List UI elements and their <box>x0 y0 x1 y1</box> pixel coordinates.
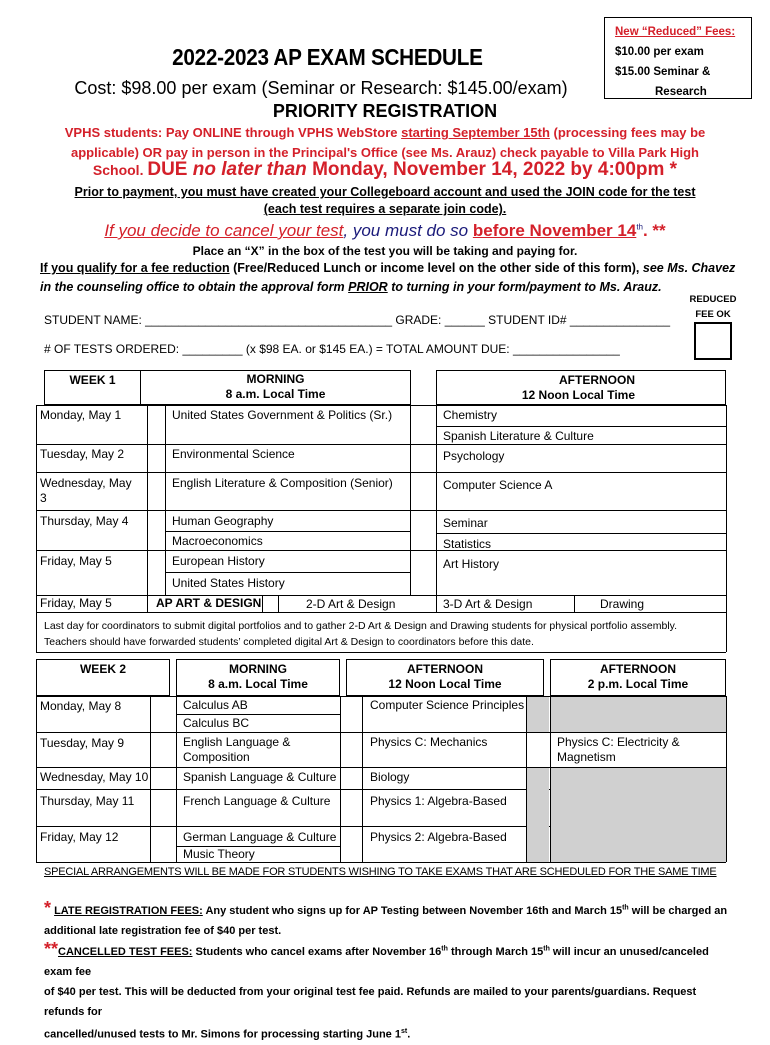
exam-human-geo[interactable]: Human Geography <box>172 514 274 528</box>
exam-macro[interactable]: Macroeconomics <box>172 534 263 548</box>
day-thu-may4: Thursday, May 4 <box>40 514 129 528</box>
exam-spanish-lang[interactable]: Spanish Language & Culture <box>183 770 337 784</box>
exam-us-history[interactable]: United States History <box>172 576 285 590</box>
exam-csp[interactable]: Computer Science Principles <box>370 698 525 712</box>
exam-biology[interactable]: Biology <box>370 770 410 784</box>
exam-statistics[interactable]: Statistics <box>443 537 492 551</box>
week2-morning-header: MORNING 8 a.m. Local Time <box>176 659 340 696</box>
reduced-fee-exam: $10.00 per exam <box>615 46 704 58</box>
exam-drawing[interactable]: Drawing <box>600 597 645 611</box>
reduced-fee-seminar: $15.00 Seminar & <box>615 66 711 78</box>
exam-cs-a[interactable]: Computer Science A <box>443 478 553 492</box>
day-tue-may9: Tuesday, May 9 <box>40 736 125 750</box>
exam-calc-ab[interactable]: Calculus AB <box>183 698 248 712</box>
art-note: Last day for coordinators to submit digital portfolios and to gather 2-D Art & Design and Drawing students for physical portfolio assembly. Teachers should have forwarded students’ completed digital Art & Design to coordinators before this date. <box>44 620 678 648</box>
reduced-fees-title: New “Reduced” Fees: <box>615 26 736 38</box>
fee-reduction-note: If you qualify for a fee reduction (Free/Reduced Lunch or income level on the other side of this form), see Ms. Chavez in the counseling office to obtain the approval form PRIOR to turning in your form/payment to Ms. Arauz. <box>40 261 736 294</box>
day-wed-may3: Wednesday, May 3 <box>40 476 132 505</box>
day-fri-may5-art: Friday, May 5 <box>40 596 112 610</box>
reduced-fee-ok-label: REDUCED FEE OK <box>689 294 737 320</box>
payment-deadline: School. DUE no later than Monday, November 14, 2022 by 4:00pm * <box>92 159 678 180</box>
cost-line: Cost: $98.00 per exam (Seminar or Research: $145.00/exam) <box>74 78 568 98</box>
exam-eng-lang[interactable]: English Language & Composition <box>183 735 291 764</box>
day-thu-may11: Thursday, May 11 <box>40 794 135 808</box>
exam-music-theory[interactable]: Music Theory <box>183 847 255 861</box>
exam-2d-art[interactable]: 2-D Art & Design <box>306 597 396 611</box>
exam-us-gov[interactable]: United States Government & Politics (Sr.) <box>172 408 393 422</box>
day-tue-may2: Tuesday, May 2 <box>40 447 125 461</box>
exam-chemistry[interactable]: Chemistry <box>443 408 498 422</box>
day-mon-may1: Monday, May 1 <box>40 408 122 422</box>
day-fri-may5: Friday, May 5 <box>40 554 112 568</box>
exam-phys-c-em[interactable]: Physics C: Electricity & Magnetism <box>557 735 680 764</box>
special-arrangements: SPECIAL ARRANGEMENTS WILL BE MADE FOR STUDENTS WISHING TO TAKE EXAMS THAT ARE SCHEDULED FOR THE SAME TIME <box>44 866 717 878</box>
exam-psychology[interactable]: Psychology <box>443 449 505 463</box>
exam-physics-1[interactable]: Physics 1: Algebra-Based <box>370 794 507 808</box>
exam-german[interactable]: German Language & Culture <box>183 830 337 844</box>
priority-heading: PRIORITY REGISTRATION <box>272 101 498 121</box>
place-x-instruction: Place an “X” in the box of the test you will be taking and paying for. <box>192 244 578 258</box>
week1-morning-header: MORNING 8 a.m. Local Time <box>140 370 411 405</box>
day-fri-may12: Friday, May 12 <box>40 830 119 844</box>
exam-calc-bc[interactable]: Calculus BC <box>183 716 250 730</box>
cancelled-fees-note: **CANCELLED TEST FEES: Students who cancel exams after November 16th through March 15th will incur an unused/canceled exam fee of $40 per test. This will be deducted from your original test fee paid. Refunds are mailed to your parents/guardians. Request refunds for cancelled/unused tests to Mr. Simons for processing starting June 1st. <box>44 939 709 1041</box>
exam-seminar[interactable]: Seminar <box>443 516 488 530</box>
week2-label: WEEK 2 <box>36 659 170 696</box>
payment-line-1: VPHS students: Pay ONLINE through VPHS WebStore starting September 15th (processing fees may be <box>64 125 706 140</box>
student-info-line[interactable]: STUDENT NAME: _____________________________________ GRADE: ______ STUDENT ID# _______________ <box>44 313 671 327</box>
day-wed-may10: Wednesday, May 10 <box>40 770 149 784</box>
exam-eng-lit[interactable]: English Literature & Composition (Senior) <box>172 476 393 490</box>
exam-env-sci[interactable]: Environmental Science <box>172 447 295 461</box>
page-title: 2022-2023 AP EXAM SCHEDULE <box>172 44 483 70</box>
week2-afternoon-header: AFTERNOON 12 Noon Local Time <box>346 659 544 696</box>
week1-afternoon-header: AFTERNOON 12 Noon Local Time <box>436 370 726 405</box>
late-registration-note: * LATE REGISTRATION FEES: Any student who signs up for AP Testing between November 16th and March 15th will be charged an additional late registration fee of $40 per test. <box>44 898 728 937</box>
week1-label: WEEK 1 <box>44 370 141 405</box>
exam-french[interactable]: French Language & Culture <box>183 794 331 808</box>
reduced-fee-research: Research <box>655 86 707 98</box>
week2-afternoon2-header: AFTERNOON 2 p.m. Local Time <box>550 659 726 696</box>
exam-3d-art[interactable]: 3-D Art & Design <box>443 597 533 611</box>
exam-art-history[interactable]: Art History <box>443 557 500 571</box>
reduced-fee-ok-checkbox[interactable] <box>694 322 732 360</box>
day-mon-may8: Monday, May 8 <box>40 699 122 713</box>
cancel-deadline: If you decide to cancel your test, you must do so before November 14th. ** <box>104 221 666 240</box>
exam-physics-2[interactable]: Physics 2: Algebra-Based <box>370 830 507 844</box>
prior-payment-note: Prior to payment, you must have created your Collegeboard account and used the JOIN code for the test (each test requires a separate join code). <box>74 185 696 216</box>
tests-ordered-line[interactable]: # OF TESTS ORDERED: _________ (x $98 EA. or $145 EA.) = TOTAL AMOUNT DUE: ________________ <box>44 342 620 356</box>
ap-art-design-label: AP ART & DESIGN <box>156 596 262 610</box>
exam-euro-history[interactable]: European History <box>172 554 265 568</box>
payment-line-2: applicable) OR pay in person in the Principal's Office (see Ms. Arauz) check payable to Villa Park High <box>71 145 699 160</box>
exam-phys-c-mech[interactable]: Physics C: Mechanics <box>370 735 488 749</box>
exam-spanish-lit[interactable]: Spanish Literature & Culture <box>443 429 594 443</box>
